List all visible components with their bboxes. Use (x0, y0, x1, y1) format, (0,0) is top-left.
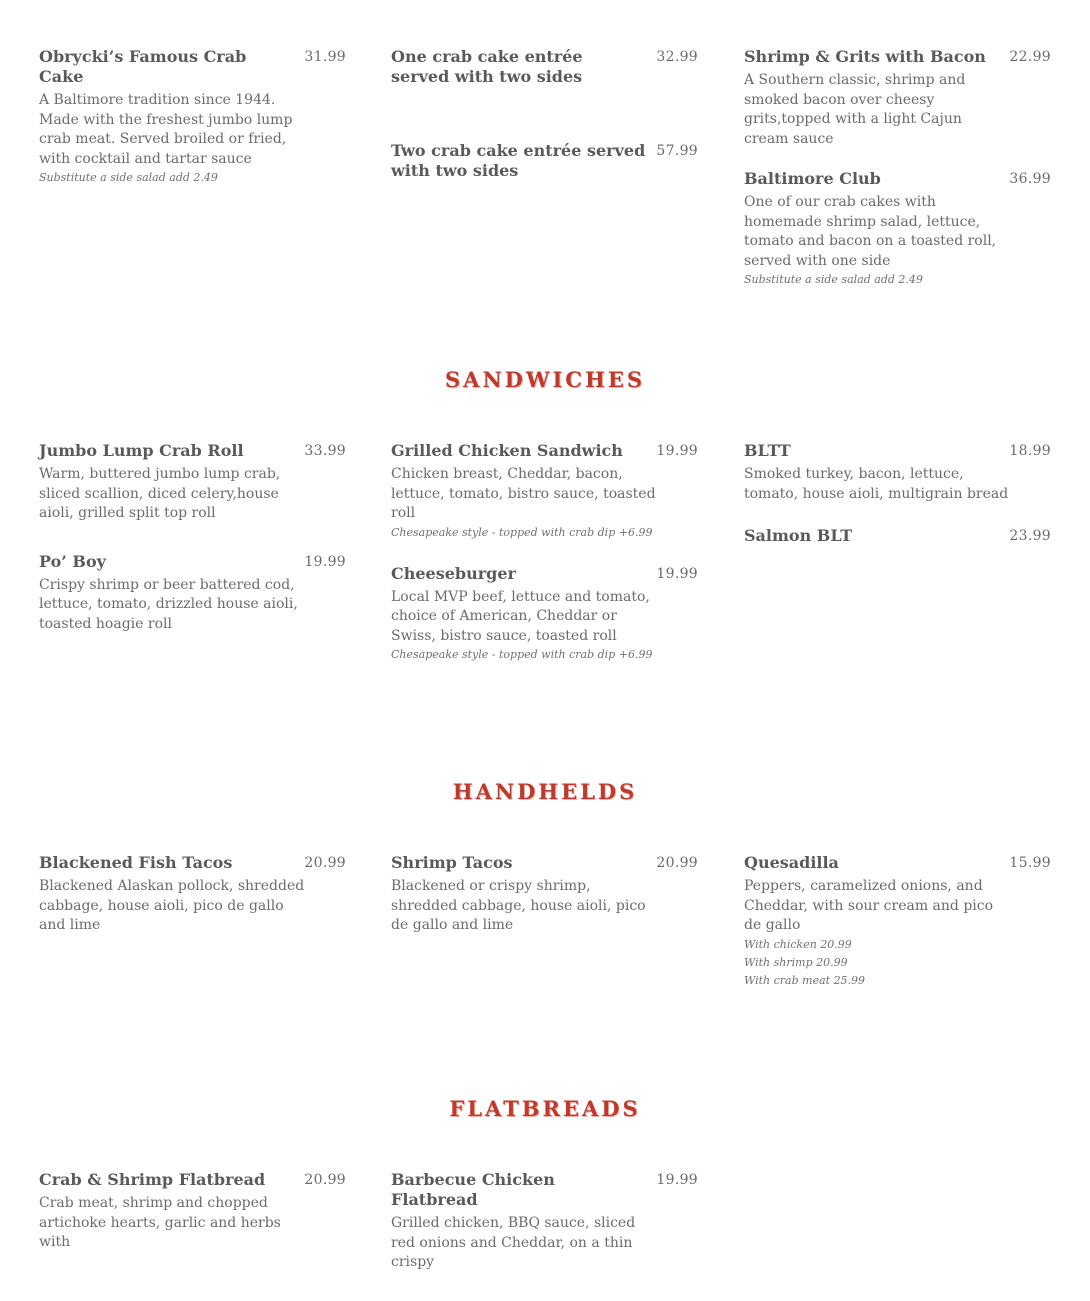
menu-item-description: Smoked turkey, bacon, lettuce, tomato, house aioli, multigrain bread (744, 466, 1009, 502)
menu-item-name: Salmon BLT (744, 526, 853, 545)
menu-item-header (391, 1170, 698, 1210)
menu-column (39, 441, 346, 662)
menu-item (39, 47, 346, 187)
menu-item (391, 1170, 698, 1273)
menu-item (391, 441, 698, 542)
menu-item-description: Crab meat, shrimp and chopped artichoke hearts, garlic and herbs with (39, 1195, 281, 1250)
menu-item-name: Baltimore Club (744, 169, 881, 188)
sandwiches-heading: SANDWICHES (445, 367, 645, 392)
menu-item-header (391, 441, 698, 461)
menu-item-header (391, 47, 698, 87)
menu-item-header (744, 526, 1051, 546)
menu-item-name: Shrimp & Grits with Bacon (744, 47, 986, 66)
menu-item-note: With chicken 20.99 (744, 937, 852, 951)
menu-column (39, 853, 346, 964)
menu-item (744, 47, 1051, 149)
menu-item-price: 19.99 (656, 1172, 698, 1188)
menu-item-description: A Baltimore tradition since 1944. Made with the freshest jumbo lump crab meat. Served broiled or fried, with cocktail and tartar sauce (39, 92, 293, 167)
menu-item-name: BLTT (744, 441, 791, 460)
menu-item-name: Two crab cake entrée served with two sides (391, 141, 646, 180)
menu-item-name: Barbecue Chicken Flatbread (391, 1170, 555, 1209)
menu-item-name: Po’ Boy (39, 551, 106, 571)
menu-item-header (744, 853, 1051, 873)
menu-item-description: Chicken breast, Cheddar, bacon, lettuce, tomato, bistro sauce, toasted roll (391, 466, 656, 521)
menu-item-header (391, 141, 698, 181)
menu-item-name: Grilled Chicken Sandwich (391, 441, 623, 460)
menu-item-description: Crispy shrimp or beer battered cod, lettuce, tomato, drizzled house aioli, toasted hoagie roll (39, 576, 298, 632)
menu-item-price: 15.99 (1009, 855, 1051, 871)
menu-item-name: Blackened Fish Tacos (39, 853, 233, 872)
menu-column (391, 853, 698, 964)
menu-column (391, 1170, 698, 1301)
menu-column (744, 853, 1051, 1018)
menu-item-price: 19.99 (656, 443, 698, 459)
menu-item-name: Obrycki’s Famous Crab Cake (39, 47, 247, 86)
menu-item-note: Substitute a side salad add 2.49 (39, 171, 218, 184)
menu-item-price: 19.99 (656, 565, 698, 582)
menu-item (39, 1170, 346, 1253)
menu-item-header (39, 441, 346, 461)
menu-item (39, 441, 346, 524)
menu-item (39, 552, 346, 635)
menu-item-price: 19.99 (304, 553, 346, 570)
flatbreads-heading: FLATBREADS (449, 1096, 641, 1121)
menu-item-price: 22.99 (1009, 49, 1051, 65)
menu-item-price: 20.99 (304, 855, 346, 871)
menu-item (391, 141, 698, 181)
menu-item-price: 20.99 (304, 1172, 346, 1188)
menu-item-description: Peppers, caramelized onions, and Cheddar, with sour cream and pico de gallo (744, 878, 994, 933)
menu-column (744, 47, 1051, 317)
menu-item-header (391, 853, 698, 873)
menu-item-header (744, 169, 1051, 189)
menu-item-name: Shrimp Tacos (391, 853, 513, 872)
menu-item-header (39, 552, 346, 572)
menu-item-price: 23.99 (1009, 528, 1051, 544)
menu-item-description: A Southern classic, shrimp and smoked bacon over cheesy grits,topped with a light Cajun cream sauce (744, 72, 966, 147)
menu-item-header (39, 1170, 346, 1190)
menu-item-description: Warm, buttered jumbo lump crab, sliced scallion, diced celery,house aioli, grilled split top roll (39, 466, 281, 521)
menu-item (744, 853, 1051, 990)
menu-item-header (391, 564, 698, 584)
menu-item-note: With crab meat 25.99 (744, 973, 866, 987)
menu-item-header (39, 47, 346, 87)
menu-item (391, 564, 698, 665)
menu-item-price: 18.99 (1009, 443, 1051, 459)
menu-item-description: Blackened Alaskan pollock, shredded cabbage, house aioli, pico de gallo and lime (39, 878, 305, 933)
menu-item-note: Substitute a side salad add 2.49 (744, 273, 923, 286)
menu-item-header (744, 441, 1051, 461)
menu-item-price: 33.99 (304, 443, 346, 459)
menu-item-name: One crab cake entrée served with two sides (391, 47, 583, 86)
menu-item-name: Crab & Shrimp Flatbread (39, 1170, 266, 1189)
handhelds-heading: HANDHELDS (452, 779, 638, 804)
menu-item-header (39, 853, 346, 873)
menu-item (39, 853, 346, 936)
menu-column (39, 47, 346, 215)
menu-item (744, 526, 1051, 546)
menu-item-name: Jumbo Lump Crab Roll (39, 441, 244, 460)
menu-column (39, 1170, 346, 1281)
menu-item-note: Chesapeake style - topped with crab dip +6.99 (391, 648, 653, 661)
menu-item-description: One of our crab cakes with homemade shrimp salad, lettuce, tomato and bacon on a toasted roll, served with one side (744, 194, 997, 269)
menu-item-price: 57.99 (656, 143, 698, 159)
menu-item-note: Chesapeake style - topped with crab dip +6.99 (391, 525, 653, 539)
menu-item-name: Quesadilla (744, 853, 839, 872)
menu-item (391, 853, 698, 936)
menu-item-price: 20.99 (656, 855, 698, 871)
menu-item-name: Cheeseburger (391, 563, 516, 583)
menu-column (391, 47, 698, 209)
menu-item (744, 441, 1051, 504)
menu-item-header (744, 47, 1051, 67)
menu-item-note: With shrimp 20.99 (744, 955, 848, 969)
menu-item-description: Grilled chicken, BBQ sauce, sliced red onions and Cheddar, on a thin crispy (391, 1215, 636, 1270)
menu-item (744, 169, 1051, 289)
menu-item-price: 31.99 (304, 49, 346, 65)
menu-item-description: Blackened or crispy shrimp, shredded cabbage, house aioli, pico de gallo and lime (391, 878, 646, 933)
menu-item-description: Local MVP beef, lettuce and tomato, choice of American, Cheddar or Swiss, bistro sauce, toasted roll (391, 588, 650, 644)
menu-column (744, 441, 1051, 574)
menu-item-price: 32.99 (656, 49, 698, 65)
menu-item (391, 47, 698, 87)
menu-column (391, 441, 698, 692)
menu-item-price: 36.99 (1009, 171, 1051, 187)
